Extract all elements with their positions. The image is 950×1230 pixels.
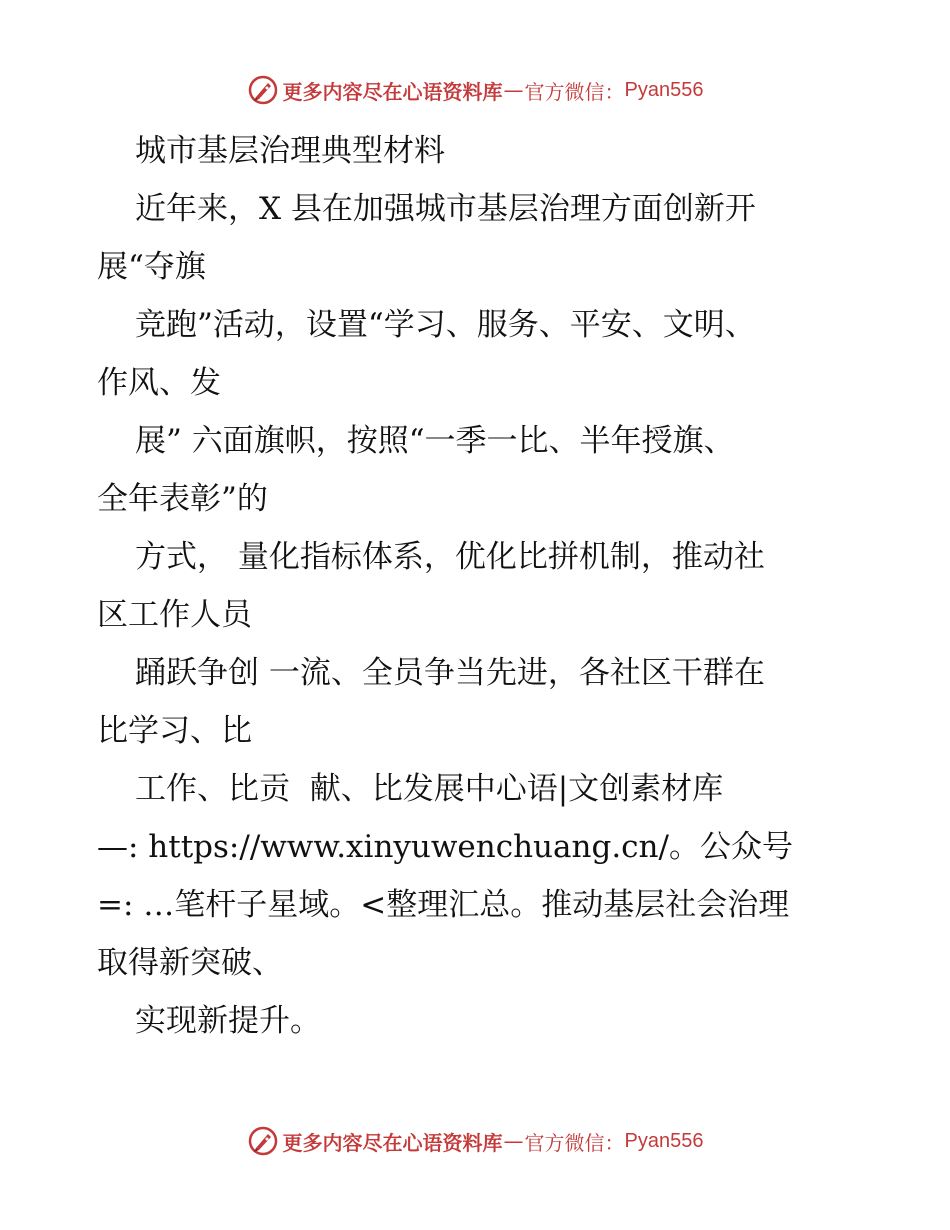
quill-logo-icon bbox=[247, 74, 279, 106]
text-line: 展” 六面旗帜，按照“一季一比、半年授旗、 bbox=[135, 423, 735, 459]
banner-wechat-label: 官方微信： bbox=[524, 79, 625, 104]
text-line: 方式， 量化指标体系，优化比拼机制，推动社 bbox=[135, 539, 765, 575]
banner-main-text: 更多内容尽在心语资料库 bbox=[282, 79, 503, 104]
text-line: 区工作人员 bbox=[97, 597, 252, 633]
text-line: 竞跑”活动，设置“学习、服务、平安、文明、 bbox=[135, 307, 756, 343]
footer-banner bbox=[0, 1121, 950, 1161]
text-line: 比学习、比 bbox=[97, 713, 252, 749]
banner-wechat-label: 官方微信： bbox=[524, 1130, 625, 1155]
text-line: 近年来，X 县在加强城市基层治理方面创新开 bbox=[135, 191, 756, 227]
text-line: 踊跃争创 一流、全员争当先进，各社区干群在 bbox=[135, 655, 765, 691]
document-title: 城市基层治理典型材料 bbox=[135, 133, 445, 169]
text-line-url: —: https://www.xinyuwenchuang.cn/。公众号 bbox=[97, 829, 793, 865]
text-line: =: …笔杆子星域。<整理汇总。推动基层社会治理 bbox=[97, 887, 790, 923]
banner-dash: — bbox=[503, 78, 524, 102]
text-line: 实现新提升。 bbox=[135, 1003, 321, 1039]
text-line: 工作、比贡 献、比发展中心语|文创素材库 bbox=[135, 771, 724, 807]
header-banner bbox=[0, 70, 950, 110]
banner-main-text: 更多内容尽在心语资料库 bbox=[282, 1130, 503, 1155]
banner-wechat-id: Pyan556 bbox=[624, 78, 704, 101]
banner-dash: — bbox=[503, 1129, 524, 1153]
text-line: 取得新突破、 bbox=[97, 945, 283, 981]
quill-logo-icon bbox=[247, 1125, 279, 1157]
text-line: 作风、发 bbox=[97, 365, 221, 401]
banner-wechat-id: Pyan556 bbox=[624, 1129, 704, 1152]
text-line: 全年表彰”的 bbox=[97, 481, 268, 517]
text-line: 展“夺旗 bbox=[97, 249, 206, 285]
document-body bbox=[97, 122, 857, 1050]
